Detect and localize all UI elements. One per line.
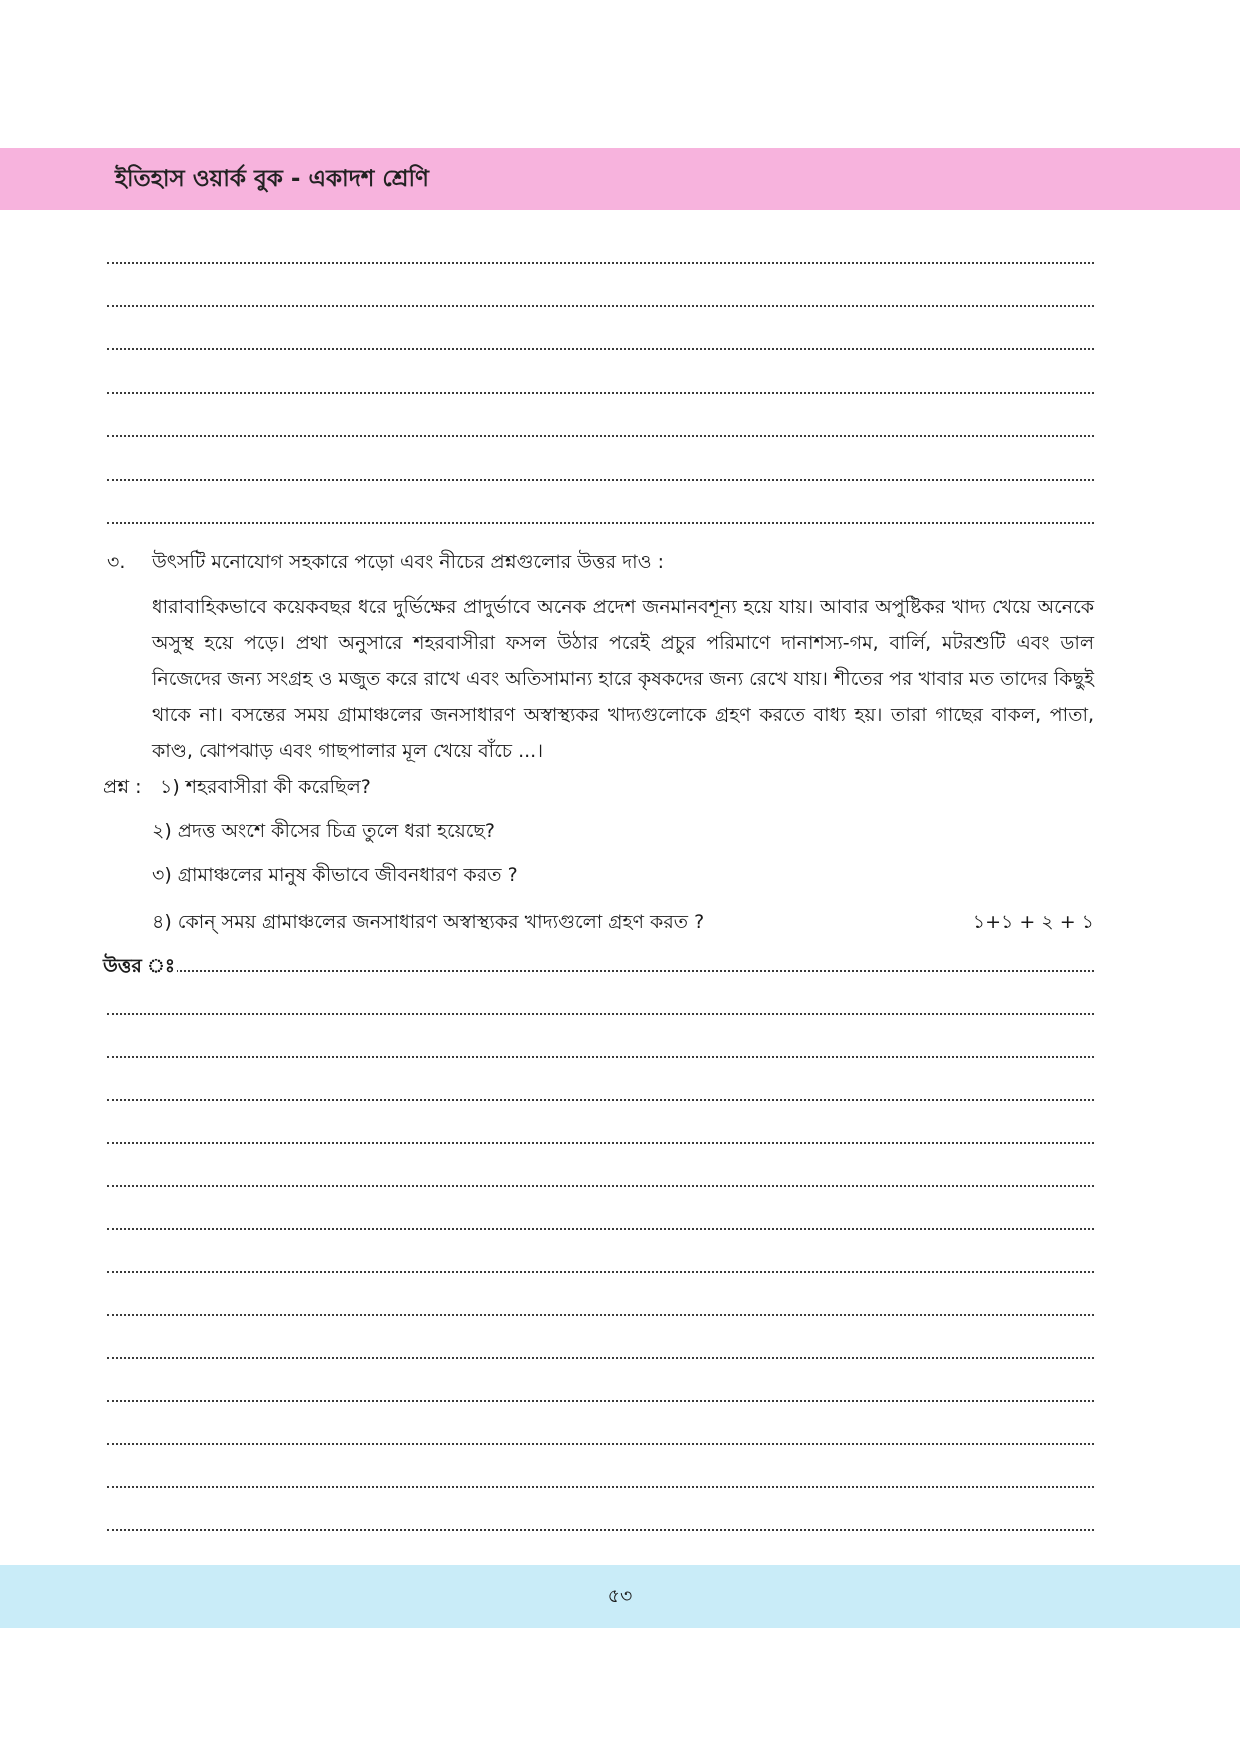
sub-question-3: ৩) গ্রামাঞ্চলের মানুষ কীভাবে জীবনধারণ করত ? xyxy=(152,864,518,886)
answer-line[interactable] xyxy=(107,1271,1094,1273)
answer-line[interactable] xyxy=(107,435,1094,437)
answer-line[interactable] xyxy=(107,1486,1094,1488)
sub-question-1: ১) শহরবাসীরা কী করেছিল? xyxy=(160,776,371,798)
marks-distribution: ১+১ + ২ + ১ xyxy=(972,911,1094,933)
answer-line[interactable] xyxy=(107,1400,1094,1402)
answer-line[interactable] xyxy=(107,305,1094,307)
page-footer xyxy=(0,1565,1240,1628)
answer-line[interactable] xyxy=(107,1185,1094,1187)
answer-line[interactable] xyxy=(107,348,1094,350)
page-header xyxy=(0,148,1240,210)
workbook-title: ইতিহাস ওয়ার্ক বুক - একাদশ শ্রেণি xyxy=(115,166,429,192)
question-instruction: উৎসটি মনোযোগ সহকারে পড়ো এবং নীচের প্রশ্নগুলোর উত্তর দাও : xyxy=(152,551,665,573)
answer-line[interactable] xyxy=(107,479,1094,481)
answer-line[interactable] xyxy=(107,1443,1094,1445)
answer-line[interactable] xyxy=(107,1228,1094,1230)
page-number: ৫৩ xyxy=(607,1585,633,1607)
answer-label: উত্তর ঃ xyxy=(103,951,177,981)
answer-line[interactable] xyxy=(107,1013,1094,1015)
answer-line[interactable] xyxy=(107,1056,1094,1058)
answer-line[interactable] xyxy=(107,522,1094,524)
answer-line[interactable] xyxy=(107,1529,1094,1531)
sub-questions-label: প্রশ্ন : xyxy=(103,776,142,798)
source-passage: ধারাবাহিকভাবে কয়েকবছর ধরে দুর্ভিক্ষের প্রাদুর্ভাবে অনেক প্রদেশ জনমানবশূন্য হয়ে যায়। আবার অপুষ্টিকর খাদ্য খেয়ে অনেকে অসুস্থ হয়ে পড়ে। প্রথা অনুসারে শহরবাসীরা ফসল উঠার পরেই প্রচুর পরিমাণে দানাশস্য-গম, বার্লি, মটরশুটি এবং ডাল নিজেদের জন্য সংগ্রহ ও মজুত করে রাখে এবং অতিসামান্য হারে কৃষকদের জন্য রেখে যায়। শীতের পর খাবার মত তাদের কিছুই থাকে না। বসন্তের সময় গ্রামাঞ্চলের জনসাধারণ অস্বাস্থ্যকর খাদ্যগুলোকে গ্রহণ করতে বাধ্য হয়। তারা গাছের বাকল, পাতা, কাণ্ড, ঝোপঝাড় এবং গাছপালার মূল খেয়ে বাঁচে ...। xyxy=(152,596,1094,762)
answer-line[interactable] xyxy=(107,1099,1094,1101)
answer-line[interactable] xyxy=(107,262,1094,264)
answer-line[interactable] xyxy=(107,1314,1094,1316)
sub-question-2: ২) প্রদত্ত অংশে কীসের চিত্র তুলে ধরা হয়েছে? xyxy=(152,820,496,842)
question-number: ৩. xyxy=(107,551,126,573)
sub-question-4: ৪) কোন্ সময় গ্রামাঞ্চলের জনসাধারণ অস্বাস্থ্যকর খাদ্যগুলো গ্রহণ করত ? xyxy=(152,911,705,933)
answer-line[interactable] xyxy=(163,970,1094,972)
answer-line[interactable] xyxy=(107,1142,1094,1144)
answer-line[interactable] xyxy=(107,392,1094,394)
answer-line[interactable] xyxy=(107,1357,1094,1359)
